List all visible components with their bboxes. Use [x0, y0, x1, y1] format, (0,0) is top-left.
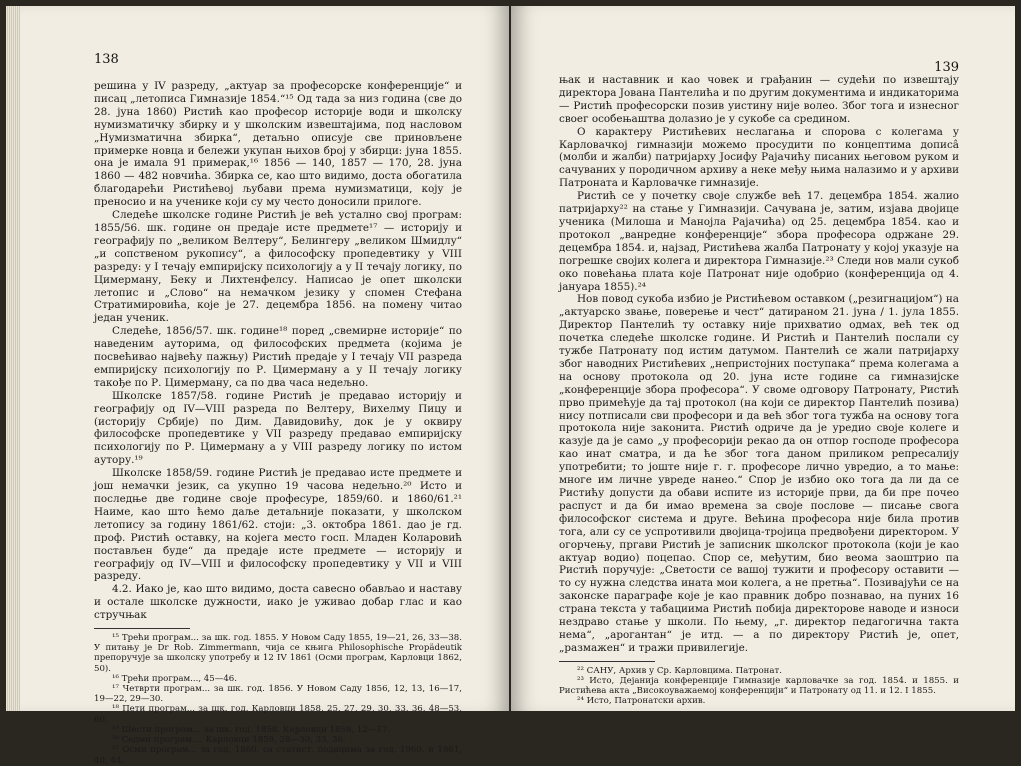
paragraph: Ристић се у почетку своје службе већ 17. децембра 1854. жалио патријарху²² на стање у Гимназији. Сачувана је, затим, изјава двојице ученика (Милоша и Манојла Рајачића) од 25. децембра 1854. као и протокол „ванредне конференције“ збора професора одржане 29. децембра 1854. и, најзад, Ристићева жалба Патронату у којој указује на погрешке својих колега и директора Гимназије.²³ Следи нов мали сукоб око повећања плата које Патронат није одобрио (конференција од 4. јануара 1855).²⁴	[559, 190, 959, 293]
footnote: ²¹ Осми програм... за год. 1860. са статист. подацима за год. 1960. и 1861, 40, 44.	[94, 745, 462, 766]
footnote-rule	[559, 661, 655, 662]
left-page	[6, 6, 509, 766]
footnote-rule	[94, 628, 190, 629]
paragraph: Нов повод сукоба избио је Ристићевом оставком („резигнацијом“) на „актуарско звање, поверење и чест“ датираном 21. јуна / 1. јула 1855. Директор Пантелић ту оставку није прихватио одмах, већ тек од почетка следеће школске године. И Ристић и Пантелић послали су тужбе Патронату под истим датумом. Пантелић се жали патријарху због наводних Ристићевих „непристојних поступака“ према колегама а на основу протокола од 20. јуна исте године са гимназијске „конференције збора професора“. У своме одговору Патронату, Ристић прво примећује да тај протокол (на који се директор Пантелић позива) нису потписали сви професори и да већ због тога тужба на основу тога протокола није законита. Ристић одриче да је уредио своје колеге и казује да је само „у професорији рекао да он отпор господе професора као инат сматра, и да ће због тога даном приликом репресалију употребити; то јоште није г. г. професоре лично уврeдио, а то мање: многе им личне увреде нанео.“ Спор је избио око тога да ли да се Ристићу допусти да обави испите из историје први, да би пре почео распуст и да би имао времена за своје послове — писање свога философског система и друге. Већина професора није била против тога, али су се успротивили двојица-тројица предвођени директором. У огорчењу, пргави Ристић је записник школског протокола (који је као актуар водио) поцепао. Спор се, међутим, био веома заоштрио па Ристић поручује: „Светости се вашој тужити и професору оставити — то су нужна следства ината мои колега, а не претња“. Позивајући се на законске параграфе које је као правник добро познавао, на пуних 16 страна текста у табациима Ристић побија директорове наводе и износи нездраво стање у школи. По њему, „г. директор педагогична такта нема“, „арогантан“ је итд. — а по директору Ристић је, опет, „размажен“ и тражи привилегије.	[559, 293, 959, 654]
footnote: ¹⁹ Шести програм... за шк. год. 1858. Карловци 1858, 12—17.	[112, 724, 391, 735]
footnote: ²² САНУ, Архив у Ср. Карловцима. Патронат.	[577, 665, 783, 676]
paragraph: њак и наставник и као човек и грађанин — судећи по извештају директора Јована Пантелића и по другим документима и индикаторима — Ристић професорски позив уистину није волео. Због тога и изнесног своег особењаштва долазио је у сукобе са срединoм.	[559, 74, 959, 125]
footnote: ²³ Исто, Дејанија конференције Гимназије карловачке за год. 1854. и 1855. и Ристићева акта „Високоуважаемој конференцији“ и Патронату од 11. и 12. I 1855.	[559, 675, 959, 697]
right-page	[511, 6, 1015, 711]
paragraph: Следеће школске године Ристић је већ устално свој програм: 1855/56. шк. године он предаје исте предмете¹⁷ — историју и географију по „великом Велтеру“, Белингеру „великом Шмидлу“ „и сопственом рукопису“, а философску пропедевтику у VIII разреду: у I течају емпиријску психологију а у II течају логику, по Цимерману, Беку и Лихтенфелсу. Написао је опет школски летопис и „Слово“ на немачком језику у спомен Стефана Стратимировића, које је 27. децембра 1856. на помену читао један ученик.	[94, 209, 462, 325]
left-footnotes	[94, 633, 462, 766]
paragraph: Следеће, 1856/57. шк. године¹⁸ поред „свемирне историје“ по наведеним ауторима, од философских предмета (којима је посвећивао највећу пажњу) Ристић предаје у I течају VII разреда емпиријску психологију по Р. Цимерману а у II течају логику такође по Р. Цимерману, са по два часа недељно.	[94, 325, 462, 389]
footnote: ¹⁵ Трећи програм... за шк. год. 1855. У Новом Саду 1855, 19—21, 26, 33—38. У питању је Dr Rob. Zimmermann, чија се књига Philosophische Propädeutik препоручује за школску употребу и 12 IV 1861 (Осми програм, Карловци 1862, 50).	[94, 633, 462, 674]
footnote: ²⁰ Седми програм..., Карловци 1859, 28—30, 33, 36.	[112, 735, 346, 746]
right-page-body	[559, 74, 959, 707]
page-edges	[6, 6, 20, 711]
paragraph: Школске 1858/59. године Ристић је предавао исте предмете и још немачки језик, са укупно 19 часова недељно.²⁰ Исто и последње две године своје професуре, 1859/60. и 1860/61.²¹ Наиме, као што ћемо даље детаљније показати, у школском летопису за годину 1861/62. стоји: „3. октобра 1861. дао је гд. проф. Ристић оставку, на којега место госп. Младен Коларовић постављен буде“ да предаје исте предмете — историју и географију од IV—VIII и философску пропедевтику у VII и VIII разреду.	[94, 467, 462, 583]
left-page-body	[94, 80, 462, 766]
footnote: ¹⁷ Четврти програм... за шк. год. 1856. У Новом Саду 1856, 12, 13, 16—17, 19—22, 29—30.	[94, 684, 462, 705]
right-footnotes	[559, 666, 959, 707]
paragraph: О карактеру Ристићевих неслагања и спорова с колегама у Карловачкој гимназији можемо просудити по концептима дописâ (молби и жалби) патријарху Јосифу Рајачићу писаних његовом руком и сачуваних у породичном архиву а неке међу њима налазимо и у архиви Патроната и Карловачке гимназије.	[559, 125, 959, 190]
paragraph: 4.2. Иако је, као што видимо, доста савесно обављао и наставу и остале школске дужности, иако је уживао добар глас и као стручњак	[94, 583, 462, 622]
footnote: ²⁴ Исто, Патронатски архив.	[577, 696, 706, 707]
footnote: ¹⁸ Пети програм... за шк. год. Карловци 1858, 25, 27, 29, 30, 33, 36, 48—53, 60.	[94, 704, 462, 725]
paragraph: Школске 1857/58. године Ристић је предавао историју и географију од IV—VIII разреда по Велтеру, Вихелму Пицу и (историју Србије) по Дим. Давидовићу, док је у оквиру философске пропедевтике у VII разреду предавао емпиријску психологију по Р. Цимерману а у VIII разреду логику по истом аутору.¹⁹	[94, 389, 462, 467]
right-page-number: 139	[934, 60, 959, 75]
left-page-number: 138	[94, 52, 119, 67]
footnote: ¹⁶ Трећи програм..., 45—46.	[112, 673, 238, 684]
paragraph: решина у IV разреду, „актуар за професорске конференције“ и писац „летописа Гимназије 1854.“¹⁵ Од тада за низ година (све до 28. јуна 1860) Ристић као професор историје води и школску нумизматичку збирку и у школским извештајима, под насловом „Нумизматична збирка“, детаљно описује све приновљене примерке новца и бележи укупан њихов број у збирци: јуна 1855. она је имала 91 примерак,¹⁶ 1856 — 140, 1857 — 170, 28. јуна 1860 — 482 новчића. Збирка се, као што видимо, доста обогатила благодарећи Ристићевој љубави према нумизматици, коју је преносио и на ученике који су му често доносили прилоге.	[94, 80, 462, 209]
